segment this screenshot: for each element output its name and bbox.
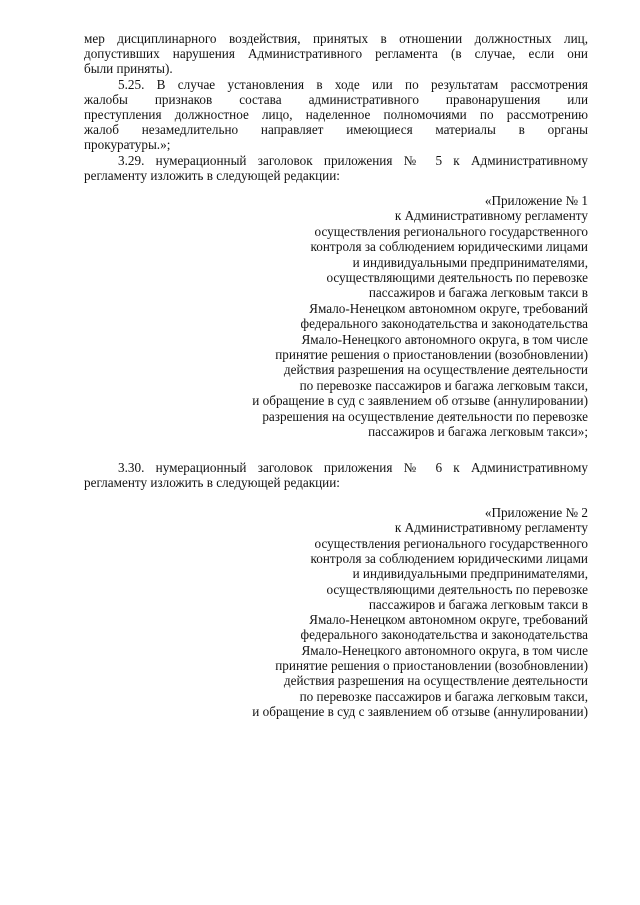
paragraph-line: преступления должностное лицо, наделенное полномочиями по рассмотрению (84, 107, 588, 122)
appendix-heading-line: Ямало-Ненецком автономном округе, требований (309, 612, 588, 628)
appendix-heading-line: разрешения на осуществление деятельности по перевозке (262, 408, 588, 424)
appendix-heading-line: осуществления регионального государственного (314, 535, 588, 551)
appendix-heading-line: пассажиров и багажа легковым такси в (368, 596, 588, 612)
appendix-heading-line: пассажиров и багажа легковым такси»; (368, 424, 588, 439)
appendix-heading-line: Ямало-Ненецкого автономного округа, в том числе (301, 331, 588, 347)
paragraph-line: прокуратуры.»; (84, 137, 171, 153)
appendix-heading-line: осуществления регионального государственного (314, 223, 588, 239)
appendix-heading-line: контроля за соблюдением юридическими лицами (310, 550, 588, 566)
paragraph-line: жалобы признаков состава административного правонарушения или (84, 91, 588, 107)
paragraph-line: 3.30. нумерационный заголовок приложения № 6 к Административному (118, 460, 588, 475)
appendix-heading-line: по перевозке пассажиров и багажа легковым такси, (299, 688, 588, 704)
appendix-heading-line: «Приложение № 2 (484, 505, 588, 520)
appendix-heading-line: и индивидуальными предпринимателями, (352, 566, 588, 582)
appendix-heading-line: принятие решения о приостановлении (возобновлении) (275, 347, 588, 362)
appendix-heading-line: осуществляющими деятельность по перевозке (326, 270, 588, 285)
appendix-heading-line: пассажиров и багажа легковым такси в (368, 285, 588, 301)
paragraph-line: регламенту изложить в следующей редакции: (84, 475, 340, 491)
paragraph-line: регламенту изложить в следующей редакции: (84, 167, 340, 183)
appendix-heading-line: и обращение в суд с заявлением об отзыве (аннулировании) (252, 703, 588, 719)
appendix-heading-line: федерального законодательства и законодательства (300, 627, 588, 643)
paragraph-line: были приняты). (84, 61, 173, 77)
appendix-heading-line: и обращение в суд с заявлением об отзыве (аннулировании) (252, 393, 588, 409)
appendix-heading-line: Ямало-Ненецкого автономного округа, в том числе (301, 642, 588, 658)
appendix-heading-line: Ямало-Ненецком автономном округе, требований (309, 300, 588, 316)
appendix-heading-line: по перевозке пассажиров и багажа легковым такси, (299, 377, 588, 393)
appendix-heading-line: действия разрешения на осуществление деятельности (283, 362, 588, 378)
appendix-heading-line: к Административному регламенту (394, 520, 588, 536)
appendix-heading-line: осуществляющими деятельность по перевозке (326, 581, 588, 597)
appendix-heading-line: действия разрешения на осуществление деятельности (283, 673, 588, 689)
appendix-heading-line: федерального законодательства и законодательства (300, 316, 588, 332)
paragraph-line: допустивших нарушения Административного регламента (в случае, если они (84, 46, 588, 62)
appendix-heading-line: и индивидуальными предпринимателями, (352, 254, 588, 270)
appendix-heading-line: контроля за соблюдением юридическими лицами (310, 239, 588, 255)
appendix-heading-line: принятие решения о приостановлении (возобновлении) (275, 658, 588, 673)
paragraph-line: 5.25. В случае установления в ходе или по результатам рассмотрения (118, 76, 588, 92)
paragraph-line: 3.29. нумерационный заголовок приложения № 5 к Административному (118, 152, 588, 168)
appendix-heading-line: к Административному регламенту (394, 208, 588, 224)
paragraph-line: жалоб незамедлительно направляет имеющиеся материалы в органы (84, 122, 588, 138)
appendix-heading-line: «Приложение № 1 (484, 193, 588, 208)
paragraph-line: мер дисциплинарного воздействия, принятых в отношении должностных лиц, (84, 31, 588, 46)
